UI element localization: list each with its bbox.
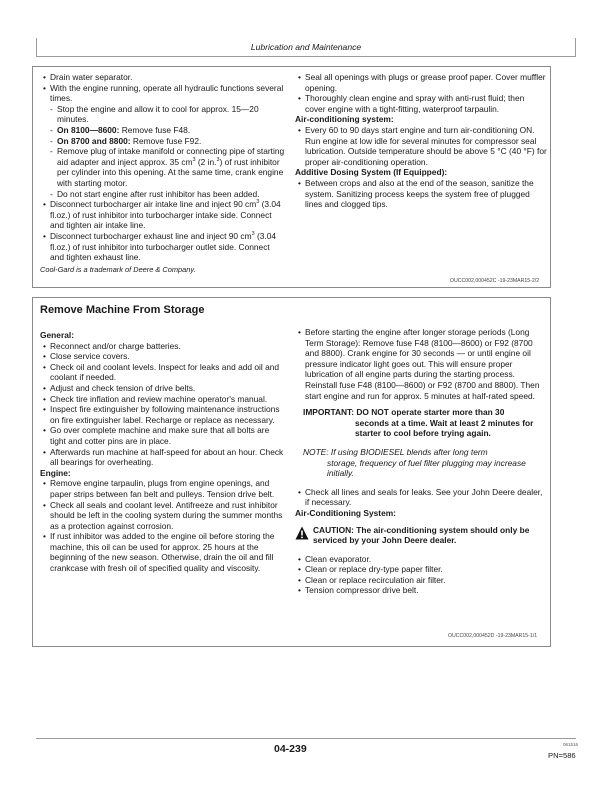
subheading-additive-dosing: Additive Dosing System (If Equipped): bbox=[295, 167, 448, 178]
list-item: - On 8700 and 8800: Remove fuse F92. bbox=[40, 136, 286, 147]
list-item: • Drain water separator. bbox=[40, 72, 286, 83]
box2-right-column bbox=[295, 327, 547, 596]
list-item: - Stop the engine and allow it to cool for approx. 15—20 minutes. bbox=[40, 104, 286, 125]
reference-code: OUCC002,000452D -19-23MAR15-1/1 bbox=[448, 633, 538, 639]
header-title: Lubrication and Maintenance bbox=[250, 42, 362, 52]
pn-label: PN=586 bbox=[548, 751, 576, 760]
list-item: • Check tire inflation and review machine operator's manual. bbox=[40, 394, 286, 405]
box2-left-column bbox=[40, 327, 286, 574]
list-item: • Clean evaporator. bbox=[295, 554, 547, 565]
list-item: • Disconnect turbocharger exhaust line and inject 90 $cm^3$ (3.04 fl.oz.) of rust inhibitor into turbocharger outlet side. Connect and tighten exhaust line. bbox=[40, 231, 286, 263]
list-item: • Clean or replace recirculation air filter. bbox=[295, 575, 547, 586]
list-item: • Reconnect and/or charge batteries. bbox=[40, 341, 286, 352]
list-item: • Before starting the engine after longer storage periods (Long Term Storage): Remove fuse F48 (8100—8600) or F92 (8700 and 8800). Crank engine for 30 seconds — or until engine oil pressure indicator light goes out. This will ensure proper lubrication of all engine parts during the starting process. Reinstall fuse F48 (8100—8600) or F92 (8700 and 8800). Then start engine and run for approx. 5 minutes at half-rated speed. bbox=[295, 327, 547, 401]
subheading-air-conditioning-system: Air-Conditioning System: bbox=[295, 507, 396, 518]
warning-triangle-icon bbox=[295, 526, 309, 540]
list-item: • Check all seals and coolant level. Antifreeze and rust inhibitor should be left in the cooling system during the summer months as a protection against corrosion. bbox=[40, 500, 286, 532]
page-number: 04-239 bbox=[274, 743, 307, 755]
list-item: • Remove engine tarpaulin, plugs from engine openings, and paper strips between fan belt and pulleys. Tension drive belt. bbox=[40, 478, 286, 499]
box1-right-column bbox=[295, 72, 547, 210]
list-item: • Afterwards run machine at half-speed for about an hour. Check all bearings for overheating. bbox=[40, 447, 286, 468]
list-item: - Do not start engine after rust inhibitor has been added. bbox=[40, 189, 286, 200]
list-item: • Close service covers. bbox=[40, 351, 286, 362]
list-item: • Check all lines and seals for leaks. See your John Deere dealer, if necessary. bbox=[295, 487, 547, 508]
list-item: • Thoroughly clean engine and spray with anti-rust fluid; then cover engine with a tight-fitting, waterproof tarpaulin. bbox=[295, 93, 547, 114]
list-item: • If rust inhibitor was added to the engine oil before storing the machine, this oil can be used for approx. 25 hours at the beginning of the new season. Otherwise, drain the oil and fill crankcase with fresh oil of specified quality and viscosity. bbox=[40, 531, 286, 573]
list-item: • Seal all openings with plugs or grease proof paper. Cover muffler opening. bbox=[295, 72, 547, 93]
list-item: • With the engine running, operate all hydraulic functions several times. bbox=[40, 83, 286, 104]
box1-left-column bbox=[40, 72, 286, 263]
header-rule-bottom bbox=[36, 56, 576, 57]
section-title: Remove Machine From Storage bbox=[40, 304, 205, 316]
subheading-general: General: bbox=[40, 330, 74, 340]
list-item: • Go over complete machine and make sure that all bolts are tight and cotter pins are in place. bbox=[40, 425, 286, 446]
list-item: • Check oil and coolant levels. Inspect for leaks and add oil and coolant if needed. bbox=[40, 362, 286, 383]
important-notice: IMPORTANT: DO NOT operate starter more than 30 seconds at a time. Wait at least 2 minutes for starter to cool before trying again. bbox=[303, 407, 534, 439]
list-item: • Inspect fire extinguisher by following maintenance instructions on fire extinguisher label. Recharge or replace as necessary. bbox=[40, 404, 286, 425]
caution-notice: CAUTION: The air-conditioning system should only be serviced by your John Deere dealer. bbox=[295, 525, 547, 546]
reference-code: OUCC002,000452C -19-23MAR15-2/2 bbox=[450, 278, 540, 284]
list-item: • Adjust and check tension of drive belts. bbox=[40, 383, 286, 394]
list-item: - On 8100—8600: Remove fuse F48. bbox=[40, 125, 286, 136]
note-biodiesel: NOTE: If using BIODIESEL blends after long term storage, frequency of fuel filter plugging may increase initially. bbox=[303, 446, 526, 479]
footer-rule bbox=[36, 738, 576, 739]
important-label: IMPORTANT: bbox=[303, 407, 355, 418]
list-item: • Every 60 to 90 days start engine and turn air-conditioning ON. Run engine at low idle for several minutes for compressor seal lubrication. Outside temperature should be above 5 °C (40 °F) for proper air-conditioning operation. bbox=[295, 125, 547, 167]
list-item: - Remove plug of intake manifold or connecting pipe of starting aid adapter and inject approx. 35 $cm^3$ (2 in.$^3$) of rust inhibitor per cylinder into this opening. At the same time, crank engine with starting motor. bbox=[40, 146, 286, 188]
list-item: • Clean or replace dry-type paper filter. bbox=[295, 564, 547, 575]
trademark-note: Cool-Gard is a trademark of Deere & Company. bbox=[40, 265, 196, 274]
subheading-air-conditioning: Air-conditioning system: bbox=[295, 114, 394, 125]
list-item: • Between crops and also at the end of the season, sanitize the system. Sanitizing process keeps the system free of plugged lines and clogged tips. bbox=[295, 178, 547, 210]
subheading-engine: Engine: bbox=[40, 467, 71, 478]
list-item: • Disconnect turbocharger air intake line and inject 90 $cm^3$ (3.04 fl.oz.) of rust inhibitor into turbocharger intake side. Connect and tighten air intake line. bbox=[40, 199, 286, 231]
list-item: • Tension compressor drive belt. bbox=[295, 585, 547, 596]
date-code: 061516 bbox=[563, 742, 579, 747]
